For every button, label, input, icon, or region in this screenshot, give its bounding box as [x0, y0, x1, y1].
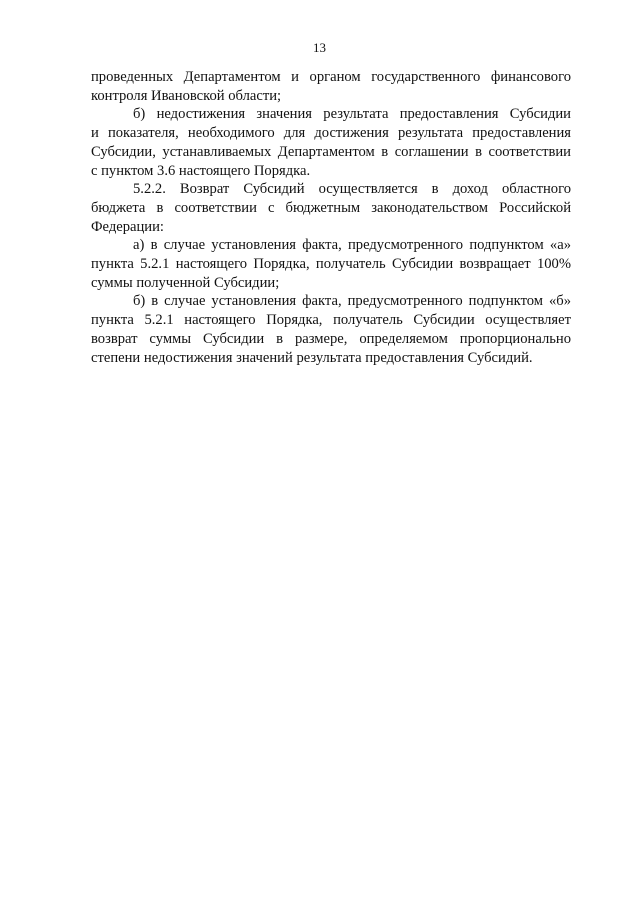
- text-line: контроля Ивановской области;: [91, 87, 282, 104]
- document-body: [91, 68, 571, 367]
- text-line: б) недостижения значения результата предоставления Субсидии: [133, 106, 571, 123]
- page-number: 13: [313, 40, 326, 55]
- text-line: степени недостижения значений результата предоставления Субсидий.: [91, 349, 533, 366]
- text-line: б) в случае установления факта, предусмотренного подпунктом «б»: [133, 293, 571, 310]
- paragraph-case-b: [91, 292, 571, 367]
- text-line: Федерации:: [91, 218, 164, 235]
- text-line: суммы полученной Субсидии;: [91, 274, 280, 291]
- text-line: бюджета в соответствии с бюджетным законодательством Российской: [91, 199, 571, 216]
- text-line: а) в случае установления факта, предусмотренного подпунктом «а»: [133, 237, 571, 254]
- text-line: пункта 5.2.1 настоящего Порядка, получатель Субсидии возвращает 100%: [91, 256, 571, 273]
- text-line: и показателя, необходимого для достижения результата предоставления: [91, 125, 571, 142]
- text-line: 5.2.2. Возврат Субсидий осуществляется в доход областного: [133, 181, 571, 198]
- text-line: проведенных Департаментом и органом государственного финансового: [91, 69, 571, 85]
- text-line: пункта 5.2.1 настоящего Порядка, получатель Субсидии осуществляет: [91, 312, 571, 329]
- paragraph-clause-5-2-2: [91, 180, 571, 236]
- text-line: Субсидии, устанавливаемых Департаментом в соглашении в соответствии: [91, 143, 571, 160]
- text-line: с пунктом 3.6 настоящего Порядка.: [91, 162, 311, 179]
- paragraph-case-a: [91, 236, 571, 292]
- paragraph-continuation: [91, 68, 571, 105]
- text-line: возврат суммы Субсидии в размере, определяемом пропорционально: [91, 330, 571, 347]
- paragraph-item-b-failure: [91, 105, 571, 180]
